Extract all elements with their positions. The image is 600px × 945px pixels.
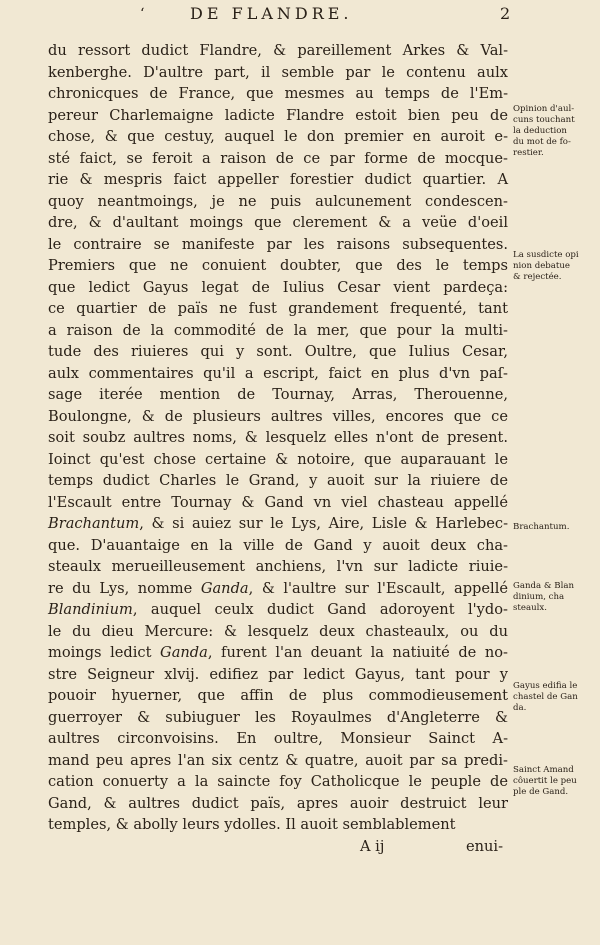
- text-line: l'Escault entre Tournay & Gand vn viel chasteau appellé: [48, 493, 508, 511]
- page-footer: [48, 836, 508, 858]
- margin-note: [513, 250, 579, 283]
- text-line: sage iterée mention de Tournay, Arras, Therouenne,: [48, 386, 508, 403]
- text-line: pouoir hyuerner, que affin de plus commodieusement: [48, 687, 508, 704]
- text-line: sté faict, se feroit a raison de ce par forme de mocque-: [48, 149, 508, 167]
- text-line: steaulx merueilleusement anchiens, l'vn sur ladicte riuie-: [48, 558, 508, 575]
- text-line: tude des riuieres qui y sont. Oultre, que Iulius Cesar,: [48, 343, 508, 360]
- text-line: chronicques de France, que mesmes au temps de l'Em-: [48, 85, 508, 102]
- text-line: pereur Charlemaigne ladicte Flandre estoit bien peu de: [48, 106, 508, 124]
- running-title: DE FLANDRE.: [190, 4, 353, 23]
- margin-note-line: chastel de Gan: [513, 692, 578, 702]
- margin-note-line: da.: [513, 703, 527, 713]
- text-line: rie & mespris faict appeller forestier dudict quartier. A: [48, 171, 508, 188]
- margin-note-line: cuns touchant: [513, 115, 575, 125]
- text-line: temples, & abolly leurs ydolles. Il auoit semblablement: [48, 816, 456, 833]
- margin-note-line: steaulx.: [513, 603, 547, 613]
- text-line: Brachantum, & si auiez sur le Lys, Aire, Lisle & Harlebec-: [48, 515, 508, 532]
- text-line: a raison de la commodité de la mer, que pour la multi-: [48, 321, 508, 339]
- margin-note: [513, 681, 578, 714]
- margin-note-line: Opinion d'aul-: [513, 104, 575, 114]
- margin-note-line: du mot de fo-: [513, 137, 571, 147]
- text-line: ce quartier de païs ne fust grandement frequenté, tant: [48, 300, 508, 317]
- margin-note-line: côuertit le peu: [513, 776, 577, 786]
- text-line: Gand, & aultres dudict païs, apres auoir destruict leur: [48, 794, 508, 812]
- text-line: Ioinct qu'est chose certaine & notoire, que auparauant le: [48, 450, 508, 468]
- margin-note-line: Gayus edifia le: [513, 681, 578, 691]
- margin-note-line: la deduction: [513, 126, 567, 136]
- text-line: temps dudict Charles le Grand, y auoit sur la riuiere de: [48, 472, 508, 489]
- margin-note-line: dinium, cha: [513, 592, 565, 602]
- text-line: Blandinium, auquel ceulx dudict Gand adoroyent l'ydo-: [48, 601, 508, 618]
- margin-note: [513, 522, 569, 533]
- margin-note-line: Brachantum.: [513, 522, 570, 532]
- text-line: cation conuerty a la saincte foy Catholicque le peuple de: [48, 773, 508, 790]
- text-line: le du dieu Mercure: & lesquelz deux chasteaulx, ou du: [48, 622, 508, 640]
- text-line: dre, & d'aultant moings que clerement & a veüe d'oeil: [48, 214, 508, 231]
- margin-note-line: Ganda & Blan: [513, 581, 574, 591]
- text-line: le contraire se manifeste par les raisons subsequentes.: [48, 235, 508, 253]
- margin-note: [513, 581, 574, 614]
- margin-note-line: Sainct Amand: [513, 765, 574, 775]
- text-line: soit soubz aultres noms, & lesquelz elles n'ont de present.: [48, 429, 508, 446]
- catchword: enui-: [466, 837, 504, 855]
- text-line: mand peu apres l'an six centz & quatre, auoit par sa predi-: [48, 751, 508, 769]
- text-line: aultres circonvoisins. En oultre, Monsieur Sainct A-: [48, 730, 508, 747]
- text-line: Boulongne, & de plusieurs aultres villes, encores que ce: [48, 407, 508, 425]
- text-line: Premiers que ne conuient doubter, que des le temps: [48, 257, 508, 274]
- main-text-block: [48, 40, 508, 857]
- margin-note-line: nion debatue: [513, 261, 571, 271]
- text-line: kenberghe. D'aultre part, il semble par le contenu aulx: [48, 63, 508, 81]
- signature-mark: A ij: [360, 837, 385, 855]
- margin-note-line: restier.: [513, 148, 544, 158]
- text-line: que ledict Gayus legat de Iulius Cesar vient pardeça:: [48, 278, 508, 296]
- margin-note-line: ple de Gand.: [513, 787, 569, 797]
- margin-note-line: La susdicte opi: [513, 250, 579, 260]
- margin-note: [513, 104, 575, 159]
- text-line: stre Seigneur xlvij. edifiez par ledict Gayus, tant pour y: [48, 665, 508, 683]
- margin-note-line: & rejectée.: [513, 272, 562, 282]
- header-mark: ‘: [140, 6, 145, 22]
- folio-number: 2: [500, 4, 511, 23]
- text-line: moings ledict Ganda, furent l'an deuant la natiuité de no-: [48, 644, 508, 661]
- margin-note: [513, 765, 577, 798]
- text-line: quoy neantmoings, je ne puis aulcunement condescen-: [48, 192, 508, 210]
- text-line: re du Lys, nomme Ganda, & l'aultre sur l'Escault, appellé: [48, 579, 509, 597]
- text-line: chose, & que cestuy, auquel le don premier en auroit e-: [48, 128, 508, 145]
- text-line: guerroyer & subiuguer les Royaulmes d'Angleterre &: [48, 708, 508, 726]
- text-line: du ressort dudict Flandre, & pareillement Arkes & Val-: [48, 42, 508, 59]
- text-line: aulx commentaires qu'il a escript, faict en plus d'vn paſ-: [48, 364, 508, 382]
- text-line: que. D'auantaige en la ville de Gand y auoit deux cha-: [48, 536, 508, 554]
